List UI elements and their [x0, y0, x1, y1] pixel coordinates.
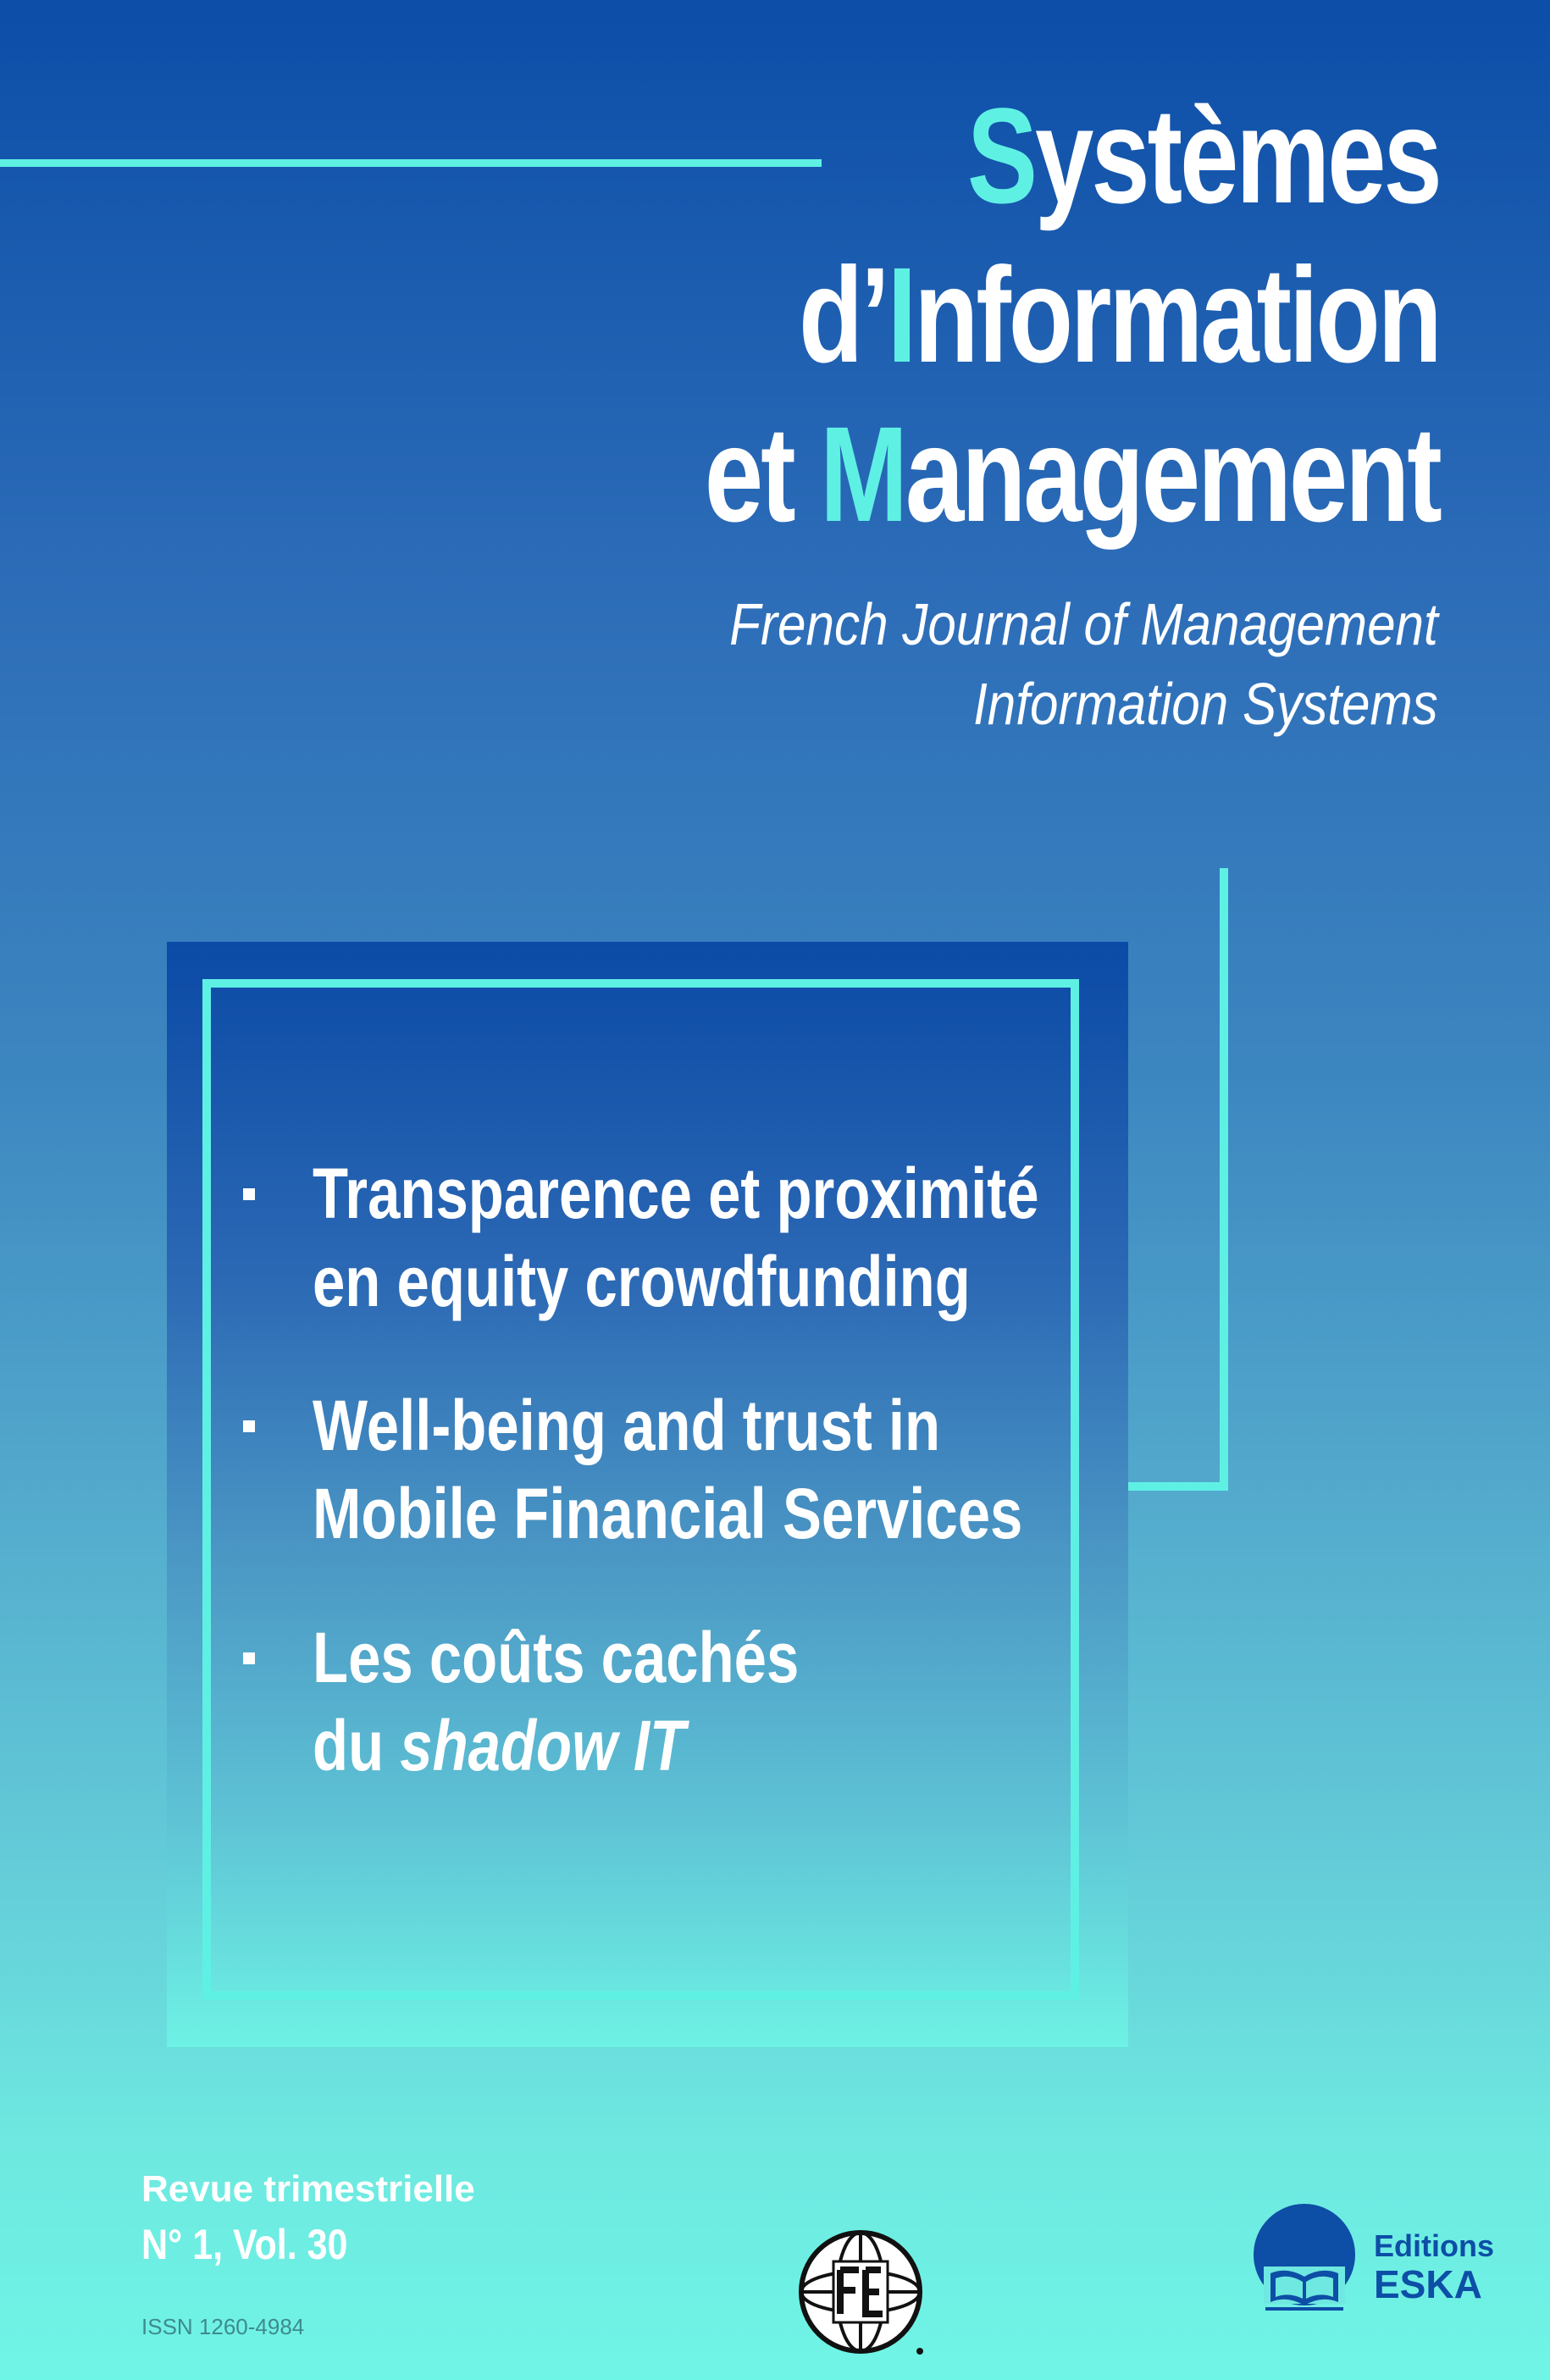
contents-item-1: [243, 1149, 1073, 1326]
contents-item-3-line-2-prefix: du: [313, 1706, 401, 1785]
contents-item-1-line-1: Transparence et proximité: [313, 1154, 1039, 1233]
publisher-name: [1374, 2229, 1494, 2305]
issue-info: [141, 2164, 475, 2274]
title-line-3-prefix: et: [705, 398, 821, 550]
subtitle-line-1: French Journal of Management: [729, 591, 1438, 657]
contents-item-3-line-2: [313, 1702, 936, 1790]
title-line-1-rest: ystèmes: [1035, 80, 1440, 231]
publisher-eska-label: ESKA: [1374, 2262, 1482, 2306]
contents-list: [243, 1149, 1073, 1846]
contents-item-3-line-2-italic: shadow IT: [400, 1706, 686, 1785]
journal-title: [497, 76, 1440, 554]
title-line-2: [705, 235, 1440, 395]
issn-number: ISSN 1260-4984: [141, 2314, 305, 2339]
title-accent-letter-s: S: [967, 80, 1036, 231]
title-line-1: [705, 76, 1440, 235]
bullet-square-icon: [243, 1420, 255, 1432]
title-line-2-prefix: d’: [799, 239, 888, 390]
contents-item-3: [243, 1613, 1073, 1790]
decorative-right-vertical-line: [1220, 868, 1228, 1491]
title-accent-letter-m: M: [820, 398, 906, 550]
decorative-right-horizontal-line: [1127, 1482, 1228, 1491]
title-accent-letter-i: I: [887, 239, 915, 390]
globe-monogram-icon: [796, 2228, 925, 2356]
subtitle-line-2: Information Systems: [973, 671, 1438, 737]
contents-item-2-line-1: Well-being and trust in: [313, 1386, 941, 1465]
journal-subtitle: [614, 584, 1438, 744]
issue-number: N° 1, Vol. 30: [141, 2221, 348, 2268]
title-line-2-rest: nformation: [914, 239, 1440, 390]
open-book-icon: [1252, 2202, 1358, 2321]
bullet-square-icon: [243, 1652, 255, 1664]
contents-item-3-line-1: Les coûts cachés: [313, 1618, 800, 1697]
contents-item-1-line-2: en equity crowdfunding: [313, 1242, 971, 1321]
contents-box: [167, 942, 1128, 2047]
bullet-square-icon: [243, 1188, 255, 1200]
title-line-3: [705, 395, 1440, 554]
contents-item-2: [243, 1381, 1073, 1558]
publisher-editions-label: Editions: [1374, 2228, 1494, 2263]
issue-frequency: Revue trimestrielle: [141, 2168, 475, 2210]
contents-item-2-line-2: Mobile Financial Services: [313, 1474, 1023, 1553]
title-line-3-rest: anagement: [905, 398, 1440, 550]
